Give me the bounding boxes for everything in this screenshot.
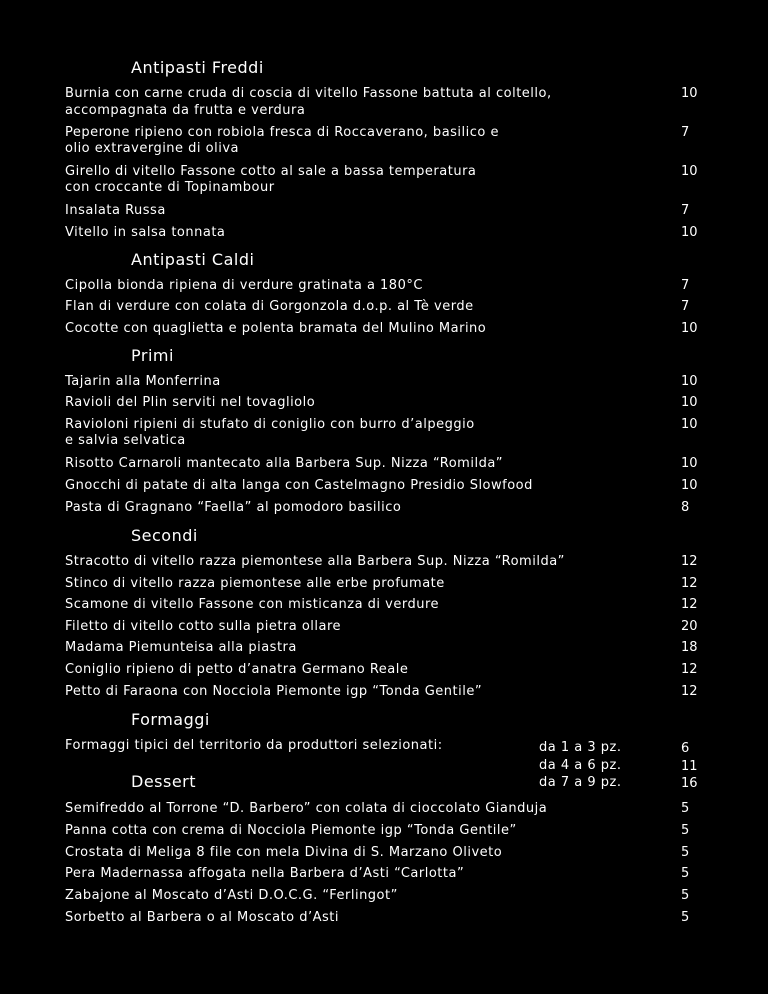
formaggi-description: Formaggi tipici del territorio da produttori selezionati: xyxy=(65,738,443,753)
menu-item-price: 12 xyxy=(681,576,698,591)
menu-item-price: 10 xyxy=(681,164,698,179)
menu-item-name: Peperone ripieno con robiola fresca di Roccaverano, basilico e xyxy=(65,125,499,140)
menu-item-price: 7 xyxy=(681,299,690,314)
menu-item-price: 12 xyxy=(681,597,698,612)
menu-item-name: Cocotte con quaglietta e polenta bramata del Mulino Marino xyxy=(65,321,487,336)
menu-item-name: Pasta di Gragnano “Faella” al pomodoro basilico xyxy=(65,500,402,515)
menu-item-price: 7 xyxy=(681,203,690,218)
menu-item-name: Crostata di Meliga 8 file con mela Divina di S. Marzano Oliveto xyxy=(65,845,503,860)
section-title-primi: Primi xyxy=(131,346,174,365)
menu-item-name: Sorbetto al Barbera o al Moscato d’Asti xyxy=(65,910,340,925)
menu-item-name: Vitello in salsa tonnata xyxy=(65,225,226,240)
menu-item-name: Flan di verdure con colata di Gorgonzola d.o.p. al Tè verde xyxy=(65,299,474,314)
menu-item-name: Zabajone al Moscato d’Asti D.O.C.G. “Ferlingot” xyxy=(65,888,398,903)
menu-item-price: 12 xyxy=(681,662,698,677)
menu-item-price: 5 xyxy=(681,823,690,838)
menu-item-price: 10 xyxy=(681,395,698,410)
menu-item-price: 7 xyxy=(681,278,690,293)
menu-item-name: Girello di vitello Fassone cotto al sale a bassa temperatura xyxy=(65,164,477,179)
formaggi-price: 11 xyxy=(681,759,698,774)
menu-item-price: 7 xyxy=(681,125,690,140)
menu-item-price: 5 xyxy=(681,801,690,816)
menu-item-name: e salvia selvatica xyxy=(65,433,186,448)
menu-item-price: 8 xyxy=(681,500,690,515)
menu-item-name: Ravioloni ripieni di stufato di coniglio con burro d’alpeggio xyxy=(65,417,475,432)
menu-item-price: 10 xyxy=(681,417,698,432)
menu-item-name: Coniglio ripieno di petto d’anatra Germano Reale xyxy=(65,662,409,677)
menu-item-name: Petto di Faraona con Nocciola Piemonte igp “Tonda Gentile” xyxy=(65,684,483,699)
menu-item-name: Pera Madernassa affogata nella Barbera d’Asti “Carlotta” xyxy=(65,866,465,881)
menu-item-name: Stracotto di vitello razza piemontese alla Barbera Sup. Nizza “Romilda” xyxy=(65,554,565,569)
menu-item-name: accompagnata da frutta e verdura xyxy=(65,103,306,118)
menu-item-price: 18 xyxy=(681,640,698,655)
menu-item-price: 5 xyxy=(681,845,690,860)
menu-item-price: 10 xyxy=(681,456,698,471)
menu-item-name: Gnocchi di patate di alta langa con Castelmagno Presidio Slowfood xyxy=(65,478,533,493)
menu-item-price: 10 xyxy=(681,478,698,493)
menu-item-name: con croccante di Topinambour xyxy=(65,180,275,195)
menu-item-name: Stinco di vitello razza piemontese alle erbe profumate xyxy=(65,576,445,591)
menu-item-price: 20 xyxy=(681,619,698,634)
section-title-antipasti-freddi: Antipasti Freddi xyxy=(131,58,264,77)
formaggi-price: 6 xyxy=(681,741,690,756)
menu-item-price: 5 xyxy=(681,888,690,903)
menu-item-name: Insalata Russa xyxy=(65,203,166,218)
menu-item-name: olio extravergine di oliva xyxy=(65,141,240,156)
menu-item-price: 12 xyxy=(681,554,698,569)
menu-item-name: Burnia con carne cruda di coscia di vitello Fassone battuta al coltello, xyxy=(65,86,552,101)
formaggi-qty: da 4 a 6 pz. xyxy=(539,758,622,773)
menu-item-price: 10 xyxy=(681,374,698,389)
menu-item-name: Filetto di vitello cotto sulla pietra ollare xyxy=(65,619,342,634)
section-title-dessert: Dessert xyxy=(131,772,197,791)
section-title-formaggi: Formaggi xyxy=(131,710,210,729)
menu-item-name: Risotto Carnaroli mantecato alla Barbera Sup. Nizza “Romilda” xyxy=(65,456,504,471)
menu-item-price: 5 xyxy=(681,866,690,881)
section-title-secondi: Secondi xyxy=(131,526,198,545)
menu-item-name: Tajarin alla Monferrina xyxy=(65,374,221,389)
menu-item-name: Cipolla bionda ripiena di verdure gratinata a 180°C xyxy=(65,278,423,293)
menu-item-price: 10 xyxy=(681,225,698,240)
formaggi-price: 16 xyxy=(681,776,698,791)
menu-item-price: 10 xyxy=(681,321,698,336)
menu-item-price: 12 xyxy=(681,684,698,699)
menu-item-price: 5 xyxy=(681,910,690,925)
menu-item-name: Panna cotta con crema di Nocciola Piemonte igp “Tonda Gentile” xyxy=(65,823,517,838)
formaggi-qty: da 7 a 9 pz. xyxy=(539,775,622,790)
menu-item-name: Scamone di vitello Fassone con misticanza di verdure xyxy=(65,597,440,612)
menu-item-name: Ravioli del Plin serviti nel tovagliolo xyxy=(65,395,316,410)
menu-item-name: Madama Piemunteisa alla piastra xyxy=(65,640,297,655)
menu-item-name: Semifreddo al Torrone “D. Barbero” con colata di cioccolato Gianduja xyxy=(65,801,548,816)
menu-item-price: 10 xyxy=(681,86,698,101)
formaggi-qty: da 1 a 3 pz. xyxy=(539,740,622,755)
section-title-antipasti-caldi: Antipasti Caldi xyxy=(131,250,255,269)
